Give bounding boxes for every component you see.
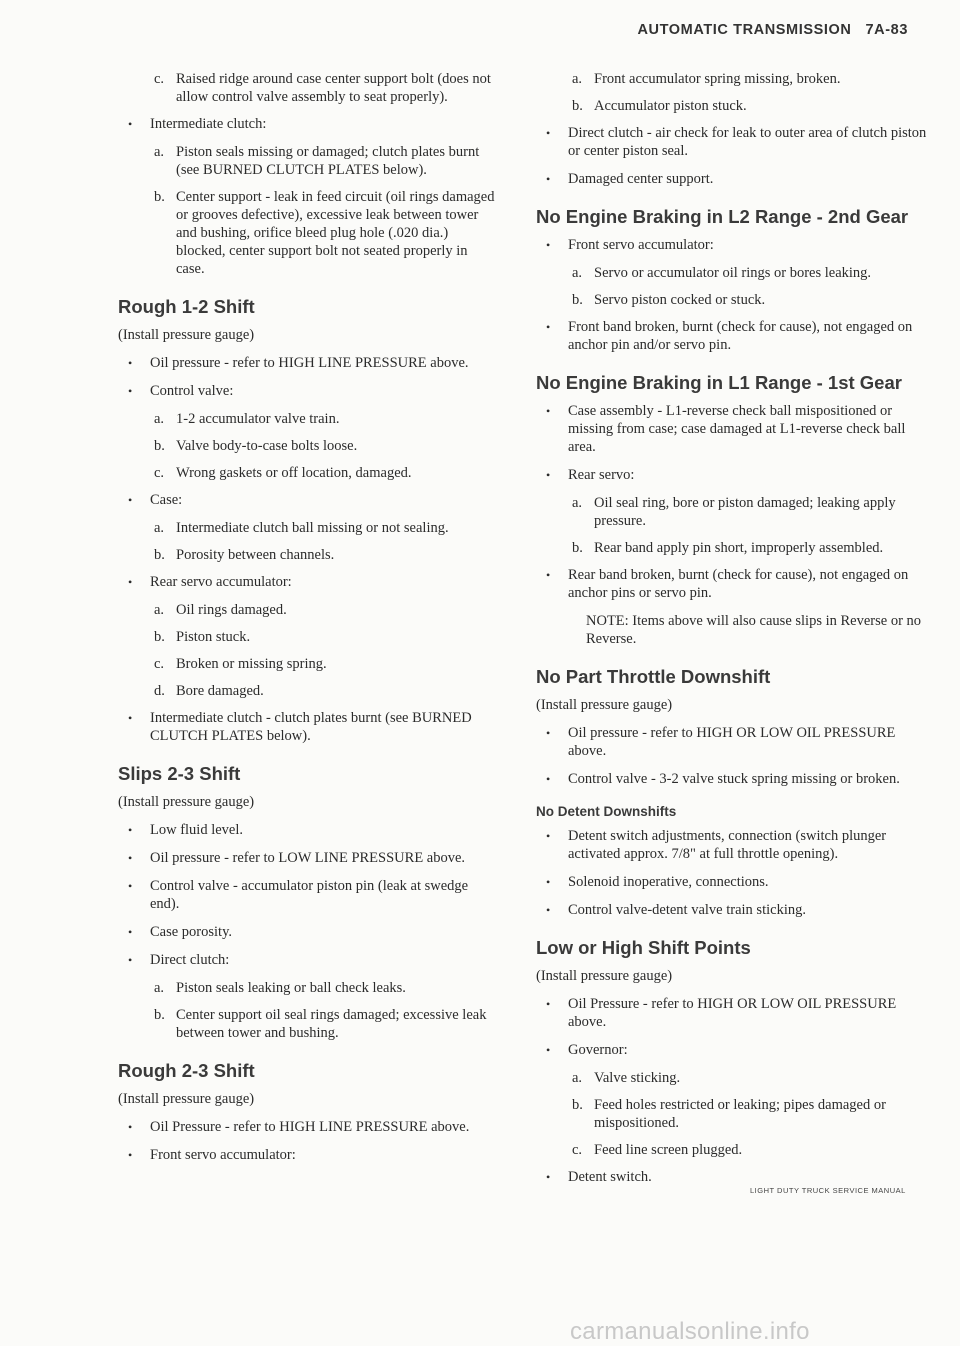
list-item: b. Porosity between channels. [154, 547, 335, 563]
running-header [637, 22, 908, 38]
instruction-text: (Install pressure gauge) [118, 327, 255, 343]
note-text: NOTE: Items above will also cause slips in Reverse or no Reverse. [586, 613, 922, 647]
bullet-item: • Rear band broken, burnt (check for cause), not engaged on anchor pins or servo pin. [536, 566, 936, 602]
section-heading-slips-2-3: Slips 2-3 Shift [118, 763, 241, 784]
list-item: a. Servo or accumulator oil rings or bores leaking. [572, 265, 872, 281]
bullet-item: • Control valve - 3-2 valve stuck spring missing or broken. [536, 770, 936, 788]
section-heading-shift-points: Low or High Shift Points [536, 937, 751, 958]
list-item: b. Piston stuck. [154, 629, 251, 645]
bullet-item: • Case: [118, 491, 498, 509]
list-item: c. Wrong gaskets or off location, damaged. [154, 465, 412, 481]
list-item: b. Valve body-to-case bolts loose. [154, 438, 358, 454]
list-item: a. Front accumulator spring missing, broken. [572, 71, 841, 87]
bullet-item: • Rear servo: [536, 466, 936, 484]
list-item: b. Servo piston cocked or stuck. [572, 292, 766, 308]
bullet-item: • Control valve - accumulator piston pin (leak at swedge end). [118, 877, 498, 913]
list-item: b. Center support oil seal rings damaged; excessive leak between tower and bushing. [154, 1007, 487, 1041]
page-number: 7A-83 [865, 22, 908, 38]
bullet-item: • Oil pressure - refer to HIGH OR LOW OIL PRESSURE above. [536, 724, 936, 760]
bullet-item: • Detent switch. [536, 1168, 936, 1186]
section-heading-rough-1-2: Rough 1-2 Shift [118, 296, 255, 317]
list-item: b. Accumulator piston stuck. [572, 98, 747, 114]
list-item: b. Feed holes restricted or leaking; pipes damaged or mispositioned. [572, 1097, 886, 1131]
watermark: carmanualsonline.info [570, 1318, 810, 1345]
right-column [536, 70, 936, 1196]
section-heading-no-braking-l1: No Engine Braking in L1 Range - 1st Gear [536, 372, 902, 393]
list-item: c. Feed line screen plugged. [572, 1142, 743, 1158]
bullet-item: • Rear servo accumulator: [118, 573, 498, 591]
page-footer: LIGHT DUTY TRUCK SERVICE MANUAL [750, 1186, 906, 1195]
bullet-item: • Solenoid inoperative, connections. [536, 873, 936, 891]
bullet-item: • Oil Pressure - refer to HIGH LINE PRESSURE above. [118, 1118, 498, 1136]
list-item: a. Oil rings damaged. [154, 602, 287, 618]
section-heading-no-braking-l2: No Engine Braking in L2 Range - 2nd Gear [536, 206, 909, 227]
left-column [118, 70, 498, 1174]
bullet-item: • Damaged center support. [536, 170, 936, 188]
list-item: a. Valve sticking. [572, 1070, 681, 1086]
bullet-item: • Detent switch adjustments, connection (switch plunger activated approx. 7/8" at full throttle opening). [536, 827, 936, 863]
list-item: a. Piston seals missing or damaged; clutch plates burnt (see BURNED CLUTCH PLATES below). [154, 144, 480, 178]
list-item: a. 1-2 accumulator valve train. [154, 411, 340, 427]
bullet-item: • Intermediate clutch - clutch plates burnt (see BURNED CLUTCH PLATES below). [118, 709, 498, 745]
bullet-item: • Case assembly - L1-reverse check ball mispositioned or missing from case; case damaged at L1-reverse check ball area. [536, 402, 936, 456]
section-heading-rough-2-3: Rough 2-3 Shift [118, 1060, 255, 1081]
bullet-item: • Case porosity. [118, 923, 498, 941]
instruction-text: (Install pressure gauge) [536, 968, 673, 984]
instruction-text: (Install pressure gauge) [118, 1091, 255, 1107]
list-item: a. Oil seal ring, bore or piston damaged; leaking apply pressure. [572, 495, 896, 529]
instruction-text: (Install pressure gauge) [118, 794, 255, 810]
instruction-text: (Install pressure gauge) [536, 697, 673, 713]
section-heading-part-throttle: No Part Throttle Downshift [536, 666, 771, 687]
bullet-item: • Oil pressure - refer to LOW LINE PRESSURE above. [118, 849, 498, 867]
list-item: b. Center support - leak in feed circuit (oil rings damaged or grooves defective), excessive leak between tower and bushing, orifice bleed plug hole (.020 dia.) blocked, center support bolt not seated properly in case. [154, 189, 495, 277]
list-item: a. Piston seals leaking or ball check leaks. [154, 980, 406, 996]
section-title: AUTOMATIC TRANSMISSION [637, 22, 852, 38]
bullet-item: • Low fluid level. [118, 821, 498, 839]
list-item: c. Broken or missing spring. [154, 656, 327, 672]
list-item: d. Bore damaged. [154, 683, 264, 699]
bullet-item: • Control valve: [118, 382, 498, 400]
bullet-item: • Intermediate clutch: [118, 115, 498, 133]
list-item: a. Intermediate clutch ball missing or not sealing. [154, 520, 449, 536]
bullet-item: • Front servo accumulator: [118, 1146, 498, 1164]
bullet-item: • Governor: [536, 1041, 936, 1059]
list-item: b. Rear band apply pin short, improperly assembled. [572, 540, 884, 556]
bullet-item: • Front servo accumulator: [536, 236, 936, 254]
bullet-item: • Direct clutch - air check for leak to outer area of clutch piston or center piston seal. [536, 124, 936, 160]
bullet-item: • Oil pressure - refer to HIGH LINE PRESSURE above. [118, 354, 498, 372]
subsection-heading-detent: No Detent Downshifts [536, 804, 677, 819]
bullet-item: • Front band broken, burnt (check for cause), not engaged on anchor pin and/or servo pin. [536, 318, 936, 354]
bullet-item: • Direct clutch: [118, 951, 498, 969]
bullet-item: • Control valve-detent valve train sticking. [536, 901, 936, 919]
bullet-item: • Oil Pressure - refer to HIGH OR LOW OIL PRESSURE above. [536, 995, 936, 1031]
list-item: c. Raised ridge around case center support bolt (does not allow control valve assembly to seat properly). [154, 71, 491, 105]
